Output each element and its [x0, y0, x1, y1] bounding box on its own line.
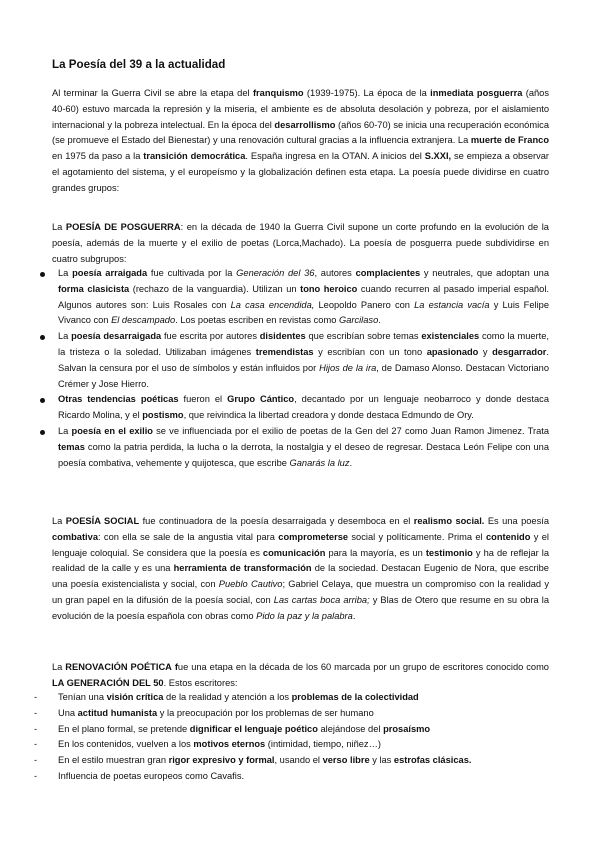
list-item	[38, 266, 549, 329]
list-item	[34, 706, 549, 722]
bullet-icon	[40, 398, 45, 403]
text: Es una poesía	[484, 516, 549, 526]
bullet-icon	[40, 272, 45, 277]
text: y	[478, 346, 493, 357]
bold-text: muerte de Franco	[470, 135, 550, 146]
bold-text: S.XXI,	[424, 151, 452, 162]
text: .	[349, 457, 353, 468]
bold-text: apasionado	[426, 346, 479, 357]
text: , decantado por un lenguaje neobarroco y donde destaca Ricardo Molina, y el	[58, 394, 549, 421]
text: : en la década de 1940 la Guerra Civil supone un corte profundo en la evolución de la poesía, además de la muerte y el exilio de poetas (Lorca,Machado). La poesía de posguerra puede subdividirse en cuatro subgrupos:	[52, 222, 549, 264]
bold-text: tono heroico	[300, 283, 358, 294]
text: : con ella se sale de la angustia vital para	[98, 531, 279, 542]
text: (años 40-60) estuvo marcada la represión y la miseria, el ambiente es de absoluta desolación y pobreza, por el aislamiento internacional y la pobreza intelectual. En la época del	[52, 88, 549, 130]
text: .	[378, 315, 381, 326]
bold-text: combativa	[52, 531, 98, 542]
text: fue continuadora de la poesía desarraigada y desemboca en el	[139, 516, 414, 526]
posguerra-paragraph	[52, 220, 549, 267]
text: (intimidad, tiempo, niñez…)	[265, 739, 381, 750]
text: y el lenguaje coloquial. Se considera que la poesía es	[52, 531, 549, 558]
text: , de Damaso Alonso. Destacan Victoriano Crémer y Jose Hierro.	[58, 362, 549, 389]
text: como la patria perdida, la lucha o la derrota, la nostalgia y el deseo de regresar. Destaca León Felipe con una poesía combativa, vehemente y quijotesca, que escribe	[58, 441, 549, 468]
bold-text: Grupo Cántico	[227, 394, 295, 405]
text: La	[58, 268, 73, 278]
bold-text: Otras tendencias poéticas	[58, 394, 179, 405]
text: se empieza a observar el agotamiento del sistema, y el europeísmo y la globalización definen esta etapa. La poesía puede dividirse en cuatro grandes grupos:	[52, 151, 549, 193]
bold-text: POESÍA SOCIAL	[65, 516, 140, 526]
text: cuando recurren al pasado imperial español. Algunos autores son: Luis Rosales con	[58, 283, 549, 310]
bullet-icon	[40, 335, 45, 340]
bold-text: motivos eternos	[193, 739, 266, 750]
text: La	[52, 222, 66, 232]
posguerra-list	[38, 266, 549, 471]
text: social y políticamente. Prima el	[348, 531, 486, 542]
dash-icon: -	[34, 739, 38, 750]
bold-text: disidentes	[259, 331, 306, 342]
bold-text: herramienta de transformación	[173, 563, 312, 574]
intro-paragraph	[52, 86, 549, 197]
text: para la mayoría, es un	[325, 547, 426, 558]
bold-text: transición democrática	[143, 151, 246, 162]
text: y la preocupación por los problemas de ser humano	[157, 707, 374, 718]
text: como la muerte, la tristeza o la soledad. Utilizaban imágenes	[58, 331, 549, 357]
text: En los contenidos, vuelven a los	[58, 739, 194, 750]
italic-text: La estancia vacía	[414, 299, 490, 310]
text: y Luis Felipe Vivanco con	[58, 299, 550, 326]
bold-text: poesía arraigada	[72, 268, 148, 278]
text: en 1975 da paso a la	[52, 151, 144, 162]
bold-text: dignificar el lenguaje poético	[189, 723, 318, 734]
italic-text: La casa encendida,	[230, 299, 315, 310]
bold-text: verso libre	[322, 755, 370, 766]
bold-text: comunicación	[262, 547, 326, 558]
text: Influencia de poetas europeos como Cavafis.	[58, 770, 245, 781]
social-paragraph	[52, 514, 549, 625]
list-item	[38, 392, 549, 424]
bold-text: franquismo	[252, 88, 304, 98]
dash-icon: -	[34, 707, 38, 718]
text: .	[352, 610, 356, 621]
bold-text: prosaísmo	[383, 723, 431, 734]
text: se ve influenciada por el exilio de poetas de la Gen del 27 como Juan Ramon Jimenez. Trata	[152, 425, 550, 436]
text: ; Gabriel Celaya, que muestra un compromiso con la realidad y un gran papel en la difusión de la poesía social, con	[52, 579, 549, 605]
italic-text: Pueblo Cautivo	[218, 579, 283, 590]
bold-text: contenido	[485, 531, 531, 542]
bold-text: f	[174, 662, 178, 672]
italic-text: Ganarás la luz	[289, 457, 350, 468]
text: . Salvan la censura por el uso de símbolos y están influidos por	[58, 346, 549, 373]
bold-text: estrofas clásicas.	[393, 755, 472, 766]
bold-text: tremendistas	[255, 346, 314, 357]
list-item	[38, 424, 549, 471]
text: . España ingresa en la OTAN. A inicios del	[245, 151, 425, 162]
bold-text: problemas de la colectividad	[291, 692, 419, 702]
text: . Estos escritores:	[163, 677, 238, 688]
list-item	[34, 769, 549, 785]
renovacion-paragraph	[52, 660, 549, 692]
list-item	[38, 329, 549, 392]
bold-text: poesía desarraigada	[71, 331, 162, 342]
bold-text: realismo social.	[413, 516, 485, 526]
bold-text: LA GENERACIÓN DEL 50	[52, 677, 164, 688]
bold-text: desgarrador	[492, 346, 547, 357]
text: ue una etapa en la década de los 60 marcada por un grupo de escritores conocido como	[177, 662, 549, 672]
bold-text: postismo	[142, 410, 184, 421]
text: La	[52, 662, 66, 672]
text: La	[58, 331, 72, 342]
bold-text: forma clasicista	[58, 283, 130, 294]
list-item	[34, 722, 549, 738]
text: fueron el	[178, 394, 228, 405]
italic-text: Hijos de la ira	[319, 362, 377, 373]
text: En el estilo muestran gran	[58, 755, 169, 766]
text: Una	[58, 707, 78, 718]
text: fue escrita por autores	[161, 331, 260, 342]
bold-text: poesía en el exilio	[71, 425, 153, 436]
text: , usando el	[274, 755, 323, 766]
text: , que reivindica la libertad creadora y donde destaca Edmundo de Ory.	[183, 410, 474, 421]
bold-text: desarrollismo	[274, 119, 336, 130]
italic-text: Garcilaso	[338, 315, 379, 326]
bold-text: comprometerse	[278, 531, 349, 542]
bold-text: inmediata posguerra	[430, 88, 523, 98]
bold-text: testimonio	[425, 547, 473, 558]
list-item	[34, 753, 549, 769]
bold-text: temas	[58, 441, 85, 452]
text: , autores	[314, 268, 356, 278]
text: de la sociedad. Destacan Eugenio de Nora, que escribe una poesía existencialista y social, con	[52, 563, 549, 590]
renovacion-list	[34, 690, 549, 785]
text: (años 60-70) se inicia una recuperación económica (se promueve el Estado del Bienestar) y una renovación cultural gracias a la influencia extranjera. La	[52, 119, 549, 146]
bold-text: RENOVACIÓN POÉTICA	[65, 662, 172, 672]
text: Leopoldo Panero con	[314, 299, 415, 310]
text: y Blas de Otero que resume en su obra la evolución de la poesía española con obras como	[52, 594, 550, 621]
text: y escribían con un tono	[313, 346, 427, 357]
bold-text: rigor expresivo y formal	[168, 755, 275, 766]
bold-text: existenciales	[421, 331, 480, 342]
bold-text: visión crítica	[106, 692, 164, 702]
dash-icon: -	[34, 692, 38, 702]
list-item	[34, 690, 549, 706]
text: La	[52, 516, 66, 526]
text: alejándose del	[317, 723, 384, 734]
italic-text: El descampado	[111, 315, 176, 326]
text: La	[58, 425, 72, 436]
text: y las	[369, 755, 394, 766]
document-title: La Poesía del 39 a la actualidad	[52, 58, 226, 71]
text: (rechazo de la vanguardia). Utilizan un	[129, 283, 301, 294]
text: y ha de reflejar la realidad de la calle y es una	[52, 547, 550, 574]
bullet-icon	[40, 430, 45, 435]
text: (1939-1975). La época de la	[303, 88, 431, 98]
italic-text: Generación del 36	[236, 268, 315, 278]
text: . Los poetas escriben en revistas como	[175, 315, 339, 326]
bold-text: actitud humanista	[77, 707, 158, 718]
dash-icon: -	[34, 770, 38, 781]
italic-text: Las cartas boca arriba;	[273, 594, 370, 605]
text: En el plano formal, se pretende	[58, 723, 190, 734]
list-item	[34, 737, 549, 753]
text: Tenían una	[58, 692, 107, 702]
text: y neutrales, que adoptan una	[420, 268, 549, 278]
text: de la realidad y atención a los	[163, 692, 292, 702]
dash-icon: -	[34, 723, 38, 734]
text: fue cultivada por la	[147, 268, 237, 278]
italic-text: Pido la paz y la palabra	[256, 610, 353, 621]
bold-text: POESÍA DE POSGUERRA	[65, 222, 181, 232]
text: que escribían sobre temas	[305, 331, 422, 342]
text: Al terminar la Guerra Civil se abre la etapa del	[52, 88, 253, 98]
dash-icon: -	[34, 755, 38, 766]
bold-text: complacientes	[355, 268, 421, 278]
